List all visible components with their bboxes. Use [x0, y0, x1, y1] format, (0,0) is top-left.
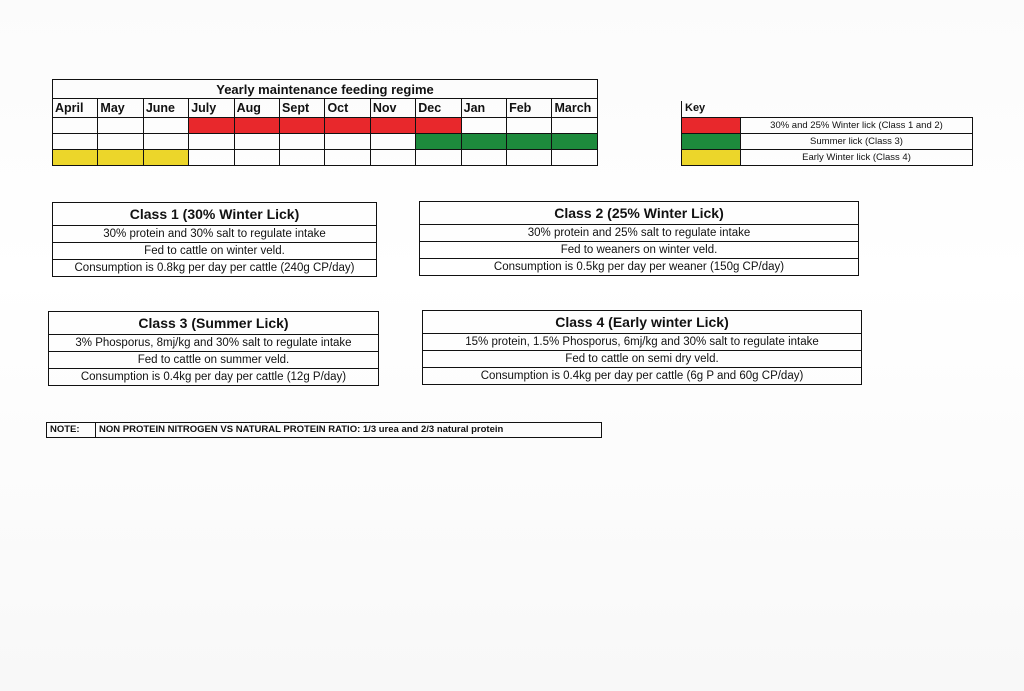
- regime-cell-april: [53, 118, 98, 134]
- regime-cell-march: [552, 134, 598, 150]
- month-header: April: [53, 99, 98, 118]
- class-detail: Consumption is 0.8kg per day per cattle (240g CP/day): [53, 260, 377, 277]
- key-item: [682, 134, 973, 150]
- regime-title: Yearly maintenance feeding regime: [53, 80, 598, 99]
- month-header: Jan: [461, 99, 506, 118]
- regime-cell-dec: [416, 134, 461, 150]
- month-header: March: [552, 99, 598, 118]
- month-header: Aug: [234, 99, 279, 118]
- key-item: [682, 150, 973, 166]
- class-detail: Fed to cattle on winter veld.: [53, 243, 377, 260]
- regime-cell-nov: [370, 134, 415, 150]
- regime-row-summer: [53, 134, 598, 150]
- class-detail: Consumption is 0.4kg per day per cattle (6g P and 60g CP/day): [423, 368, 862, 385]
- month-header: Dec: [416, 99, 461, 118]
- note-label: NOTE:: [47, 423, 96, 438]
- regime-cell-march: [552, 150, 598, 166]
- class-detail: Consumption is 0.4kg per day per cattle (12g P/day): [49, 369, 379, 386]
- regime-cell-aug: [234, 118, 279, 134]
- key-item-label: Summer lick (Class 3): [741, 134, 973, 150]
- month-header: Sept: [280, 99, 325, 118]
- month-header: June: [143, 99, 188, 118]
- class-detail: Fed to cattle on summer veld.: [49, 352, 379, 369]
- regime-row-early-winter: [53, 150, 598, 166]
- class-3-box: [48, 311, 379, 386]
- regime-cell-july: [189, 134, 234, 150]
- key-swatch-green: [682, 134, 741, 150]
- key-legend: [681, 101, 973, 166]
- regime-cell-sept: [280, 134, 325, 150]
- key-swatch-red: [682, 118, 741, 134]
- regime-cell-may: [98, 134, 143, 150]
- class-title: Class 2 (25% Winter Lick): [420, 202, 859, 225]
- regime-cell-jan: [461, 150, 506, 166]
- key-label: Key: [681, 101, 743, 117]
- regime-cell-aug: [234, 150, 279, 166]
- regime-cell-nov: [370, 118, 415, 134]
- regime-cell-feb: [507, 118, 552, 134]
- key-item-label: 30% and 25% Winter lick (Class 1 and 2): [741, 118, 973, 134]
- regime-cell-jan: [461, 118, 506, 134]
- regime-cell-feb: [507, 150, 552, 166]
- regime-cell-feb: [507, 134, 552, 150]
- months-row: [53, 99, 598, 118]
- class-title: Class 3 (Summer Lick): [49, 312, 379, 335]
- regime-cell-nov: [370, 150, 415, 166]
- month-header: Oct: [325, 99, 370, 118]
- class-detail: 30% protein and 30% salt to regulate intake: [53, 226, 377, 243]
- class-detail: 15% protein, 1.5% Phosporus, 6mj/kg and 30% salt to regulate intake: [423, 334, 862, 351]
- regime-cell-jan: [461, 134, 506, 150]
- month-header: Nov: [370, 99, 415, 118]
- class-4-box: [422, 310, 862, 385]
- class-detail: Consumption is 0.5kg per day per weaner (150g CP/day): [420, 259, 859, 276]
- note-box: [46, 422, 602, 438]
- month-header: May: [98, 99, 143, 118]
- class-title: Class 1 (30% Winter Lick): [53, 203, 377, 226]
- regime-cell-july: [189, 150, 234, 166]
- month-header: July: [189, 99, 234, 118]
- regime-cell-dec: [416, 150, 461, 166]
- class-1-box: [52, 202, 377, 277]
- class-detail: 3% Phosporus, 8mj/kg and 30% salt to regulate intake: [49, 335, 379, 352]
- regime-cell-may: [98, 150, 143, 166]
- regime-cell-june: [143, 150, 188, 166]
- key-table: [681, 117, 973, 166]
- regime-cell-oct: [325, 118, 370, 134]
- regime-cell-march: [552, 118, 598, 134]
- key-item: [682, 118, 973, 134]
- regime-cell-sept: [280, 118, 325, 134]
- regime-cell-july: [189, 118, 234, 134]
- key-swatch-yellow: [682, 150, 741, 166]
- regime-cell-oct: [325, 134, 370, 150]
- note-text: NON PROTEIN NITROGEN VS NATURAL PROTEIN RATIO: 1/3 urea and 2/3 natural protein: [96, 423, 602, 438]
- regime-cell-sept: [280, 150, 325, 166]
- class-2-box: [419, 201, 859, 276]
- regime-cell-may: [98, 118, 143, 134]
- month-header: Feb: [507, 99, 552, 118]
- class-detail: 30% protein and 25% salt to regulate intake: [420, 225, 859, 242]
- regime-row-winter: [53, 118, 598, 134]
- key-item-label: Early Winter lick (Class 4): [741, 150, 973, 166]
- class-detail: Fed to weaners on winter veld.: [420, 242, 859, 259]
- regime-cell-oct: [325, 150, 370, 166]
- regime-cell-aug: [234, 134, 279, 150]
- feeding-regime-table: [52, 79, 598, 166]
- regime-cell-april: [53, 134, 98, 150]
- class-title: Class 4 (Early winter Lick): [423, 311, 862, 334]
- class-detail: Fed to cattle on semi dry veld.: [423, 351, 862, 368]
- regime-cell-june: [143, 118, 188, 134]
- regime-cell-april: [53, 150, 98, 166]
- regime-cell-june: [143, 134, 188, 150]
- regime-cell-dec: [416, 118, 461, 134]
